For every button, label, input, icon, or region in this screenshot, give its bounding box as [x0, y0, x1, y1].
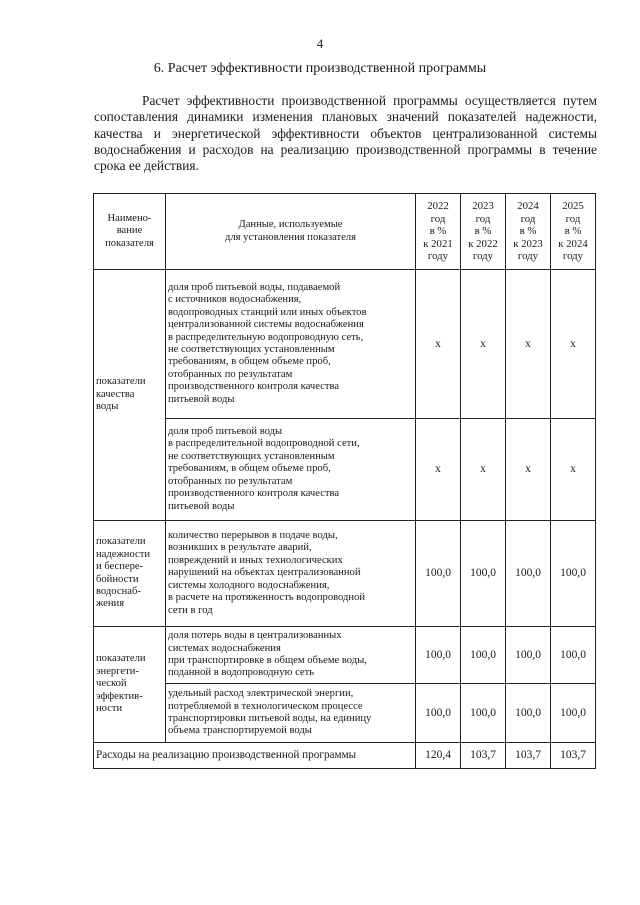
row-description [166, 627, 416, 684]
description-line: системы холодного водоснабжения, [168, 579, 330, 591]
header-year-2022 [416, 194, 461, 270]
indicator-line: воды [96, 401, 119, 413]
table-row [94, 270, 596, 419]
indicator-line: показатели [96, 536, 146, 548]
description-line: системах водоснабжения [168, 642, 281, 654]
value-cell-2023: 100,0 [461, 684, 506, 743]
description-line: потребляемой в технологическом процессе [168, 700, 363, 712]
description-line: централизованной системы водоснабжения [168, 319, 364, 331]
header-text-line: 2025 [562, 200, 584, 213]
description-line: требованиям, в общем объеме проб, [168, 463, 331, 475]
value-cell-2022: x [416, 419, 461, 521]
table-header-row [94, 194, 596, 270]
description-line: доля потерь воды в централизованных [168, 630, 342, 642]
value-cell-2024: 100,0 [506, 627, 551, 684]
description-line: удельный расход электрической энергии, [168, 688, 354, 700]
value-cell-2023: 100,0 [461, 521, 506, 627]
value-cell-2025: 100,0 [551, 521, 596, 627]
indicator-line: показатели [96, 376, 146, 388]
header-text-line: показателя [105, 237, 154, 249]
expenses-value-2025: 103,7 [551, 743, 596, 769]
indicator-line: водоснаб- [96, 585, 141, 597]
header-text-line: к 2021 [423, 237, 453, 250]
description-line: в распределительную водопроводную сеть, [168, 331, 364, 343]
table-row [94, 419, 596, 521]
header-text-line: к 2022 [468, 237, 498, 250]
indicator-line: надежности [96, 548, 151, 560]
header-text-line: год [565, 212, 581, 225]
value-cell-2025: 100,0 [551, 684, 596, 743]
description-line: отобранных по результатам [168, 368, 293, 380]
value-cell-2022: 100,0 [416, 684, 461, 743]
header-text-line: году [517, 250, 539, 263]
header-text-line: 2022 [427, 200, 449, 213]
header-text-line: для установления показателя [224, 231, 357, 243]
page-number: 4 [316, 36, 324, 51]
value-cell-2025: 100,0 [551, 627, 596, 684]
header-year-2023 [461, 194, 506, 270]
description-line: нарушений на объектах централизованной [168, 567, 361, 579]
header-text-line: Данные, используемые [238, 219, 343, 231]
description-line: питьевой воды [168, 500, 235, 512]
indicator-line: ческой [96, 678, 127, 690]
description-line: количество перерывов в подаче воды, [168, 530, 338, 542]
description-line: производственного контроля качества [168, 381, 340, 393]
indicator-reliability [94, 521, 166, 627]
value-cell-2023: x [461, 270, 506, 419]
expenses-value-2024: 103,7 [506, 743, 551, 769]
value-cell-2023: x [461, 419, 506, 521]
value-cell-2022: x [416, 270, 461, 419]
indicator-line: качества [96, 388, 135, 400]
header-text-line: году [562, 250, 584, 263]
header-year-2025 [551, 194, 596, 270]
description-line: сети в год [168, 604, 213, 616]
indicator-line: и беспере- [96, 561, 144, 573]
section-title: 6. Расчет эффективности производственной программы [153, 61, 487, 76]
value-cell-2025: x [551, 270, 596, 419]
row-description [166, 684, 416, 743]
indicator-water-quality [94, 270, 166, 521]
indicator-line: эффектив- [96, 690, 143, 702]
indicator-line: бойности [96, 573, 139, 585]
efficiency-table [93, 193, 596, 769]
header-text-line: Наимено- [107, 212, 152, 224]
indicator-energy-efficiency [94, 627, 166, 743]
row-description [166, 419, 416, 521]
description-line: доля проб питьевой воды, подаваемой [168, 281, 341, 293]
table-row [94, 521, 596, 627]
description-line: в распределительной водопроводной сети, [168, 438, 360, 450]
header-text-line: к 2024 [558, 237, 588, 250]
value-cell-2022: 100,0 [416, 627, 461, 684]
description-line: объема транспортируемой воды [168, 725, 312, 737]
header-text-line: в % [429, 225, 447, 238]
row-description [166, 521, 416, 627]
indicator-line: энергети- [96, 665, 139, 677]
description-line: отобранных по результатам [168, 475, 293, 487]
header-text-line: в % [474, 225, 492, 238]
header-text-line: год [430, 212, 446, 225]
intro-paragraph: Расчет эффективности производственной программы осуществляется путем сопоставления динамики изменения плановых значений показателей надежности, качества и энергетической эффективности объектов централизованной системы водоснабжения и расходов на реализацию производственной программы в течение срока ее действия. [94, 93, 597, 174]
description-line: производственного контроля качества [168, 488, 340, 500]
description-line: доля проб питьевой воды [168, 426, 283, 438]
description-line: повреждений и иных технологических [168, 554, 343, 566]
header-text-line: год [520, 212, 536, 225]
header-text-line: году [472, 250, 494, 263]
description-line: поданной в водопроводную сеть [168, 667, 315, 679]
value-cell-2024: x [506, 270, 551, 419]
expenses-value-2023: 103,7 [461, 743, 506, 769]
expenses-value-2022: 120,4 [416, 743, 461, 769]
header-text-line: 2023 [472, 200, 494, 213]
indicator-line: жения [96, 598, 125, 610]
table-row [94, 684, 596, 743]
value-cell-2024: x [506, 419, 551, 521]
indicator-line: ности [96, 703, 123, 715]
header-data-used [166, 194, 416, 270]
description-line: не соответствующих установленным [168, 450, 335, 462]
table-row [94, 627, 596, 684]
expenses-row [94, 743, 596, 769]
header-text-line: в % [564, 225, 582, 238]
description-line: транспортировки питьевой воды, на единицу [168, 713, 372, 724]
value-cell-2024: 100,0 [506, 521, 551, 627]
description-line: с источников водоснабжения, [168, 294, 302, 306]
description-line: не соответствующих установленным [168, 344, 335, 355]
header-text-line: год [475, 212, 491, 225]
value-cell-2025: x [551, 419, 596, 521]
header-text-line: году [427, 250, 449, 263]
description-line: требованиям, в общем объеме проб, [168, 356, 331, 368]
header-text-line: вание [116, 225, 143, 237]
header-year-2024 [506, 194, 551, 270]
description-line: питьевой воды [168, 393, 235, 405]
description-line: водопроводных станций или иных объектов [168, 306, 367, 318]
expenses-label: Расходы на реализацию производственной программы [94, 743, 416, 769]
header-text-line: в % [519, 225, 537, 238]
header-text-line: к 2023 [513, 237, 543, 250]
header-indicator-name [94, 194, 166, 270]
description-line: при транспортировке в общем объеме воды, [168, 655, 367, 666]
description-line: возникших в результате аварий, [168, 542, 312, 554]
value-cell-2024: 100,0 [506, 684, 551, 743]
indicator-line: показатели [96, 653, 146, 665]
value-cell-2023: 100,0 [461, 627, 506, 684]
value-cell-2022: 100,0 [416, 521, 461, 627]
description-line: в расчете на протяженность водопроводной [168, 592, 366, 604]
row-description [166, 270, 416, 419]
header-text-line: 2024 [517, 200, 539, 213]
